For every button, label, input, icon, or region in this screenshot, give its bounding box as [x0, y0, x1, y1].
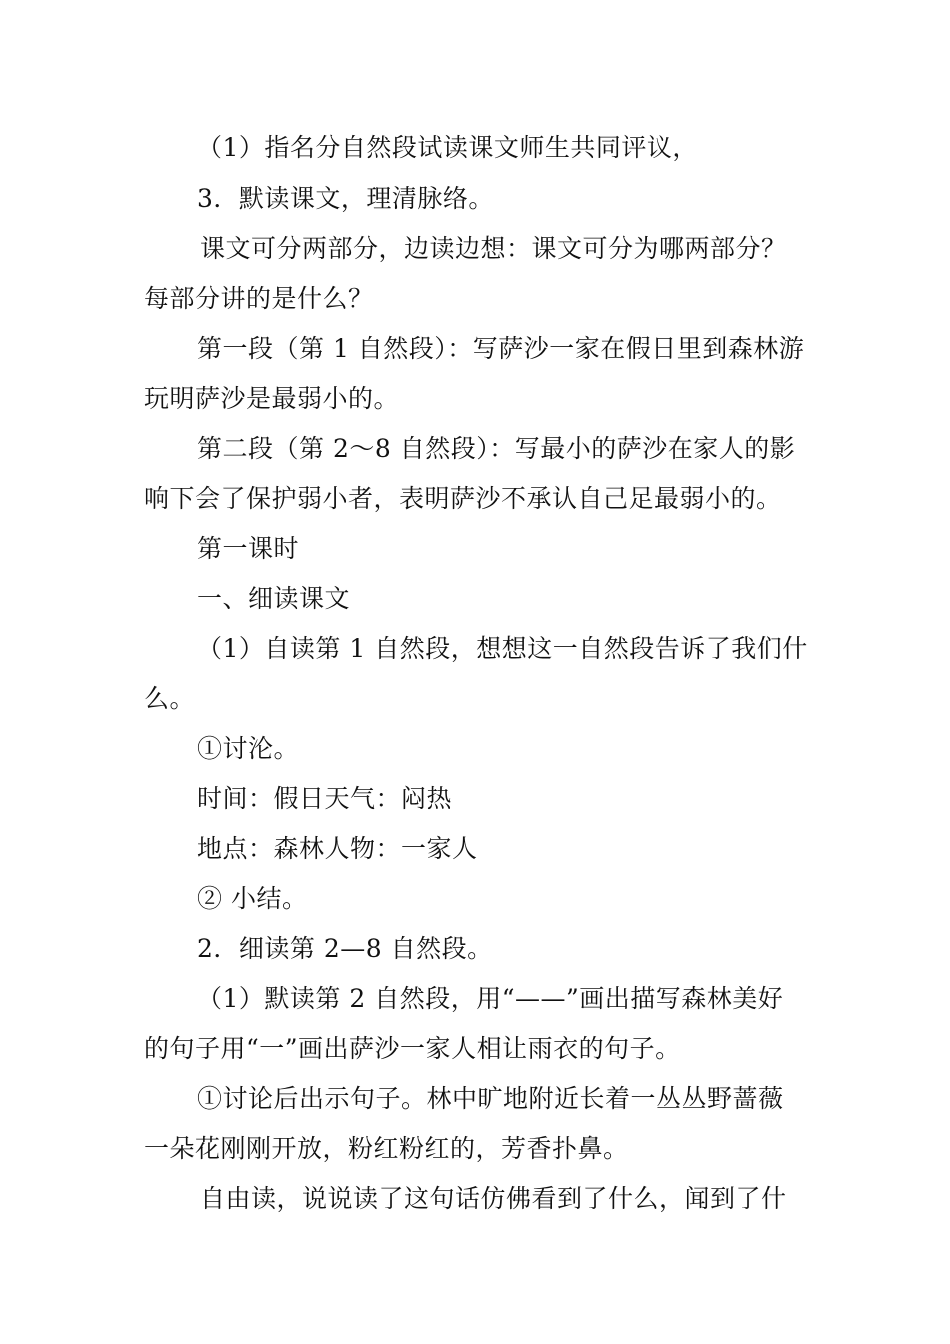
- paragraph-line: ①讨论后出示句子。林中旷地附近长着一丛丛野蔷薇: [197, 1084, 784, 1113]
- paragraph-line: 响下会了保护弱小者，表明萨沙不承认自己足最弱小的。: [144, 484, 782, 513]
- paragraph-line: 时间：假日天气：闷热: [197, 784, 453, 813]
- paragraph-line: 第二段（第 2～8 自然段）：写最小的萨沙在家人的影: [197, 434, 796, 463]
- paragraph-line: （1）自读第 1 自然段，想想这一自然段告诉了我们什: [197, 634, 808, 663]
- paragraph-line: 每部分讲的是什么？: [144, 284, 374, 313]
- paragraph-line: 3．默读课文，理清脉络。: [197, 184, 494, 213]
- paragraph-line: ①讨沦。: [197, 734, 300, 763]
- section-heading: 一、细读课文: [197, 584, 351, 613]
- paragraph-line: （1）指名分自然段试读课文师生共同评议，: [197, 133, 698, 162]
- paragraph-line: 么。: [144, 684, 196, 713]
- paragraph-line: 地点：森林人物：一家人: [197, 834, 478, 863]
- paragraph-line: 玩明萨沙是最弱小的。: [144, 384, 400, 413]
- paragraph-line: 课文可分两部分，边读边想：课文可分为哪两部分？: [200, 234, 787, 263]
- paragraph-line: ② 小结。: [197, 884, 308, 913]
- paragraph-line: 的句子用“一”画出萨沙一家人相让雨衣的句子。: [144, 1034, 681, 1063]
- paragraph-line: 2．细读第 2—8 自然段。: [197, 934, 493, 963]
- section-heading: 第一课时: [197, 534, 300, 563]
- paragraph-line: 第一段（第 1 自然段）：写萨沙一家在假日里到森林游: [197, 334, 805, 363]
- paragraph-line: （1）默读第 2 自然段，用“——”画出描写森林美好: [197, 984, 784, 1013]
- paragraph-line: 自由读，说说读了这句话仿佛看到了什么，闻到了什: [200, 1184, 787, 1213]
- paragraph-line: 一朵花刚刚开放，粉红粉红的，芳香扑鼻。: [144, 1134, 629, 1163]
